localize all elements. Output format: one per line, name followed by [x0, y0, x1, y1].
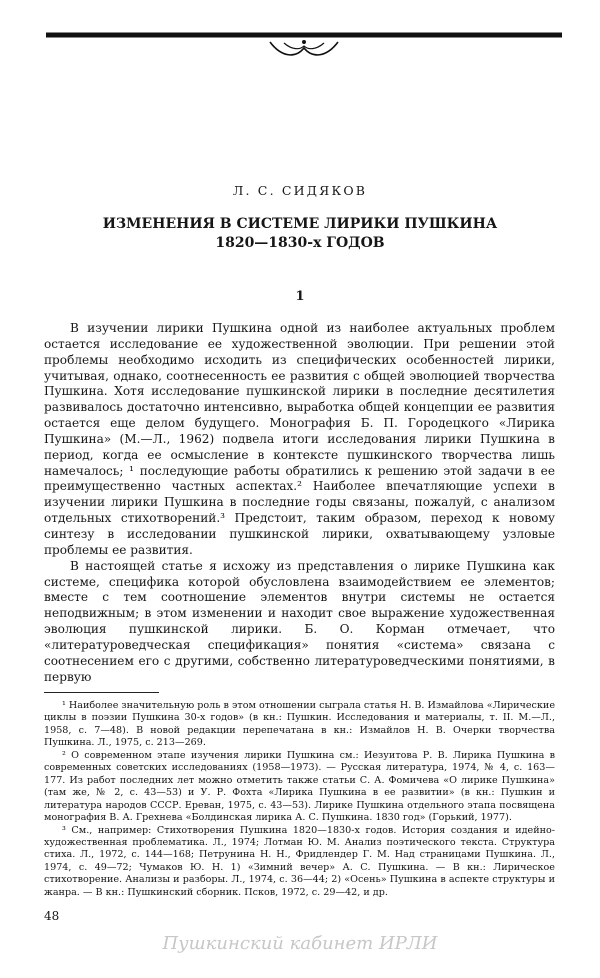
author-name: Л. С. СИДЯКОВ	[232, 183, 368, 198]
paragraph: В изучении лирики Пушкина одной из наиболее актуальных проблем остается исследование ее художественной эволюции. При решении этой проблемы необходимо исходить из специфических особенностей лирики, учитывая, однако, соотнесенность ее развития с общей эволюцией творчества Пушкина. Хотя исследование пушкинской лирики в последние десятилетия развивалось достаточно интенсивно, выработка общей концепции ее развития остается еще делом будущего. Монография Б. П. Городецкого «Лирика Пушкина» (М.—Л., 1962) подвела итоги исследования лирики Пушкина в период, когда ее осмысление в контексте пушкинского творчества лишь намечалось; ¹ последующие работы обратились к решению этой задачи в ее преимущественно частных аспектах.² Наиболее впечатляющие успехи в изучении лирики Пушкина в последние годы связаны, пожалуй, с анализом отдельных стихотворений.³ Предстоит, таким образом, переход к новому синтезу в исследовании пушкинской лирики, охватывающему узловые проблемы ее развития.	[44, 321, 555, 557]
watermark: Пушкинский кабинет ИРЛИ	[162, 933, 438, 954]
title-line-2: 1820—1830-х ГОДОВ	[215, 235, 385, 251]
footnote: ² О современном этапе изучения лирики Пушкина см.: Иезуитова Р. В. Лирика Пушкина в современных советских исследованиях (1958—1973). — Русская литература, 1974, № 4, с. 163—177. Из работ последних лет можно отметить также статьи С. А. Фомичева «О лирике Пушкина» (там же, № 2, с. 43—53) и У. Р. Фохта «Лирика Пушкина в ее развитии» (в кн.: Пушкин и литература народов СССР. Ереван, 1975, с. 43—53). Лирике Пушкина отдельного этапа посвящена монография В. А. Грехнева «Болдинская лирика А. С. Пушкина. 1830 год» (Горький, 1977).	[44, 749, 555, 824]
footnote-divider	[44, 692, 159, 693]
ornamental-rule	[44, 28, 564, 62]
article-title	[0, 215, 600, 253]
footnote: ¹ Наиболее значительную роль в этом отношении сыграла статья Н. В. Измайлова «Лирические циклы в поэзии Пушкина 30-х годов» (в кн.: Пушкин. Исследования и материалы, т. II. М.—Л., 1958, с. 7—48). В новой редакции перепечатана в кн.: Измайлов Н. В. Очерки творчества Пушкина. Л., 1975, с. 213—269.	[44, 700, 555, 749]
footnote: ³ См., например: Стихотворения Пушкина 1820—1830-х годов. История создания и идейно-художественная проблематика. Л., 1974; Лотман Ю. М. Анализ поэтического текста. Структура стиха. Л., 1972, с. 144—168; Петрунина Н. Н., Фридлендер Г. М. Над страницами Пушкина. Л., 1974, с. 49—72; Чумаков Ю. Н. 1) «Зимний вечер» А. С. Пушкина. — В кн.: Лирическое стихотворение. Анализы и разборы. Л., 1974, с. 36—44; 2) «Осень» Пушкина в аспекте структуры и жанра. — В кн.: Пушкинский сборник. Псков, 1972, с. 29—42, и др.	[44, 824, 555, 898]
page-number: 48	[44, 909, 60, 923]
paragraph: В настоящей статье я исхожу из представления о лирике Пушкина как системе, специфика которой обусловлена взаимодействием ее элементов; вместе с тем соотношение элементов внутри системы не остается неподвижным; в этом изменении и находит свое выражение художественная эволюция пушкинской лирики. Б. О. Корман отмечает, что «литературоведческая спецификация» понятия «система» связана с соотнесением его с другими, собственно литературоведческими понятиями, в первую	[44, 558, 555, 684]
body-text	[44, 321, 555, 685]
title-line-1: ИЗМЕНЕНИЯ В СИСТЕМЕ ЛИРИКИ ПУШКИНА	[102, 216, 498, 232]
section-number: 1	[295, 289, 305, 304]
footnotes	[44, 700, 555, 899]
